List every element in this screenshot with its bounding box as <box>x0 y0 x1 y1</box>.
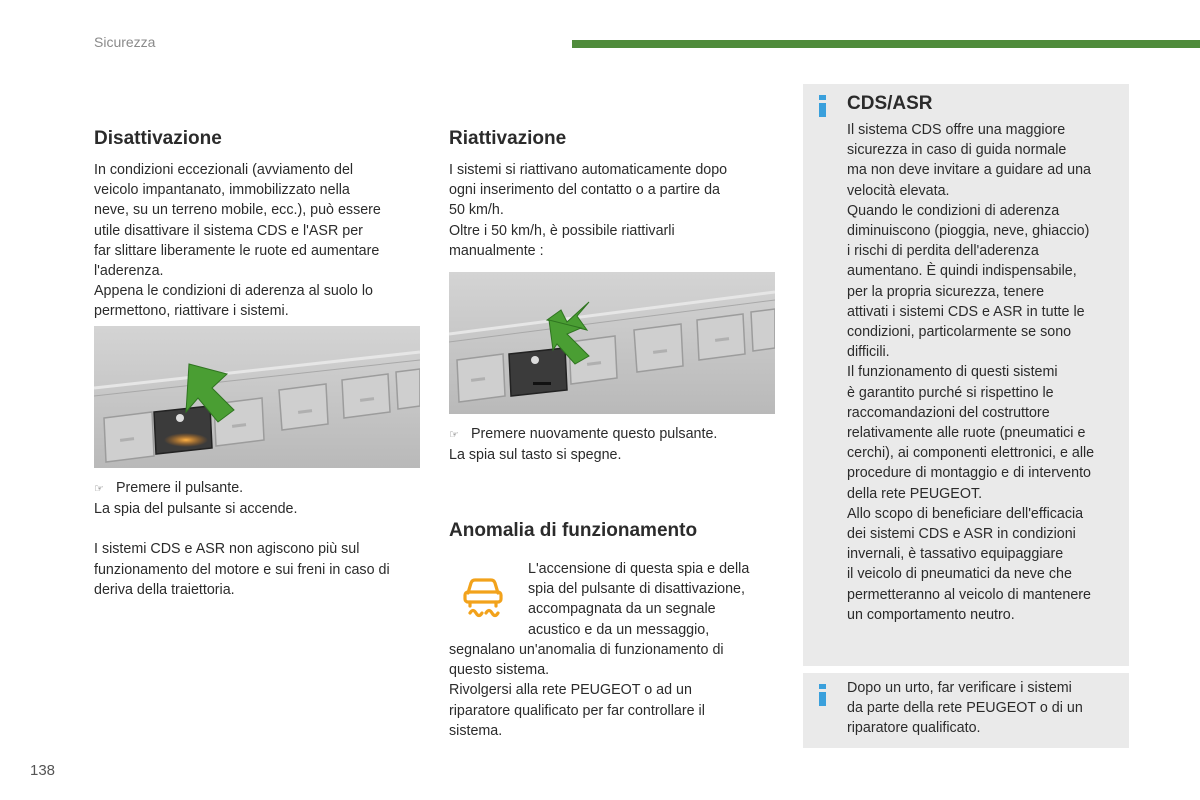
cds-asr-title: CDS/ASR <box>847 93 933 114</box>
cds-asr-body: Il sistema CDS offre una maggiore sicurezza in caso di guida normale ma non deve invitare a guidare ad una velocità elevata. Quando le condizioni di aderenza diminuiscono (pioggia, neve, ghiaccio) i rischi di perdita dell'aderenza aumentano. È quindi indispensabile, per la propria sicurezza, tenere attivati i sistemi CDS e ASR in tutte le condizioni, particolarmente se sono difficili. Il funzionamento di questi sistemi è garantito purché si rispettino le raccomandazioni del costruttore relativamente alle ruote (pneumatici e cerchi), ai componenti elettronici, e alle procedure di montaggio e di intervento della rete PEUGEOT. Allo scopo di beneficiare dell'efficacia dei sistemi CDS e ASR in condizioni invernali, è tassativo equipaggiare il veicolo di pneumatici da neve che permetteranno al veicolo di mantenere un comportamento neutro. <box>847 122 1095 623</box>
header-accent-bar <box>572 40 1200 48</box>
anomalia-section <box>449 520 779 542</box>
button-panel-photo-with-green-arrow <box>94 326 420 468</box>
riattivazione-section <box>449 128 779 261</box>
pointing-hand-icon: ☞ <box>94 483 104 495</box>
riattivazione-step <box>449 424 779 445</box>
disattivazione-note: I sistemi CDS e ASR non agiscono più sul funzionamento del motore e sui freni in caso di deriva della traiettoria. <box>94 541 390 598</box>
urto-info-box <box>803 673 1129 748</box>
skidding-car-warning-icon <box>460 573 506 619</box>
disattivazione-section <box>94 128 424 322</box>
pointing-hand-icon: ☞ <box>449 429 459 441</box>
riattivazione-steps <box>449 424 779 465</box>
riattivazione-bullet-text: Premere nuovamente questo pulsante. <box>471 426 718 442</box>
urto-body: Dopo un urto, far verificare i sistemi da parte della rete PEUGEOT o di un riparatore qualificato. <box>847 680 1083 737</box>
cds-asr-info-box <box>803 84 1129 666</box>
disattivazione-body: In condizioni eccezionali (avviamento del veicolo impantanato, immobilizzato nella neve, su un terreno mobile, ecc.), può essere utile disattivare il sistema CDS e l'ASR per far slittare liberamente le ruote ed aumentare l'aderenza. Appena le condizioni di aderenza al suolo lo permettono, riattivare i sistemi. <box>94 162 381 320</box>
anomalia-intro-wrap <box>528 559 788 640</box>
info-icon <box>819 95 827 117</box>
disattivazione-step <box>94 478 424 499</box>
anomalia-title: Anomalia di funzionamento <box>449 520 698 541</box>
riattivazione-body: I sistemi si riattivano automaticamente dopo ogni inserimento del contatto o a partire da 50 km/h. Oltre i 50 km/h, è possibile riattivarli manualmente : <box>449 162 728 259</box>
riattivazione-title: Riattivazione <box>449 128 567 149</box>
anomalia-body-wrap <box>449 640 779 741</box>
page-number: 138 <box>30 762 56 779</box>
button-panel-photo-with-green-arrow <box>449 272 775 414</box>
section-label: Sicurezza <box>94 34 156 50</box>
disattivazione-after-bullet: La spia del pulsante si accende. <box>94 501 298 518</box>
riattivazione-after-bullet: La spia sul tasto si spegne. <box>449 447 622 464</box>
info-icon <box>819 684 827 706</box>
anomalia-body: segnalano un'anomalia di funzionamento di questo sistema. Rivolgersi alla rete PEUGEOT o ad un riparatore qualificato per far controllare il sistema. <box>449 642 724 739</box>
anomalia-intro: L'accensione di questa spia e della spia del pulsante di disattivazione, accompagnata da un segnale acustico e da un messaggio, <box>528 561 750 638</box>
disattivazione-bullet-text: Premere il pulsante. <box>116 480 244 496</box>
disattivazione-steps <box>94 478 424 600</box>
disattivazione-title: Disattivazione <box>94 128 222 149</box>
